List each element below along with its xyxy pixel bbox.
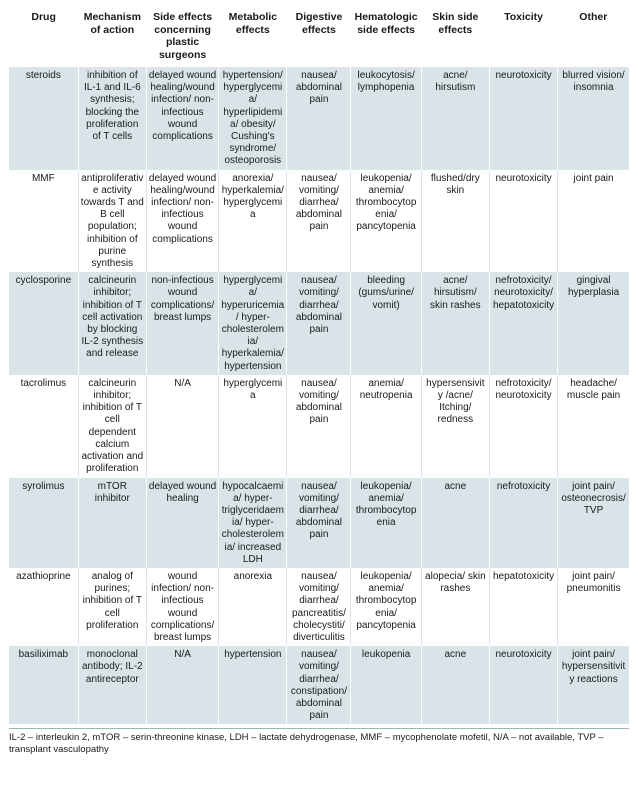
cell-digestive: nausea/ vomiting/ diarrhea/ constipation/ abdominal pain (287, 646, 351, 724)
cell-digestive: nausea/ vomiting/ abdominal pain (287, 375, 351, 478)
cell-metabolic: hyperglycemia/ hyperuricemia/ hyper-cholesterolemia/ hyperkalemia/ hypertension (219, 272, 287, 375)
table-row (9, 478, 629, 568)
cell-other: headache/ muscle pain (558, 375, 629, 478)
cell-toxicity: neurotoxicity (489, 170, 557, 273)
cell-skin: flushed/dry skin (421, 170, 489, 273)
header-side-effects: Side effects concerning plastic surgeons (153, 11, 213, 61)
cell-toxicity: neurotoxicity (489, 67, 557, 170)
cell-drug: basiliximab (9, 646, 78, 724)
cell-toxicity: nefrotoxicity (489, 478, 557, 568)
cell-mechanism: antiproliferative activity towards T and B cell population; inhibition of purine synthesis (78, 170, 146, 273)
cell-hematologic: leukopenia/ anemia/ thrombocytopenia/ pancytopenia (351, 568, 421, 646)
cell-side-effects: non-infectious wound complications/breast lumps (146, 272, 218, 375)
cell-metabolic: anorexia/ hyperkalemia/ hyperglycemia (219, 170, 287, 273)
cell-metabolic: hypertension (219, 646, 287, 724)
cell-drug: cyclosporine (9, 272, 78, 375)
cell-metabolic: hypertension/ hyperglycemia/ hyperlipidemia/ obesity/ Cushing's syndrome/ osteoporosis (219, 67, 287, 170)
cell-mechanism: calcineurin inhibitor; inhibition of T cell dependent calcium activation and proliferation (78, 375, 146, 478)
cell-other: joint pain/ hypersensitivity reactions (558, 646, 629, 724)
cell-other: joint pain (558, 170, 629, 273)
header-row (9, 8, 629, 67)
cell-hematologic: leukopenia/ anemia/ thrombocytopenia/ pancytopenia (351, 170, 421, 273)
cell-other: joint pain/ osteonecrosis/ TVP (558, 478, 629, 568)
table-page (9, 8, 629, 755)
cell-drug: tacrolimus (9, 375, 78, 478)
header-metabolic: Metabolic effects (228, 11, 278, 36)
cell-other: gingival hyperplasia (558, 272, 629, 375)
table-row (9, 646, 629, 724)
cell-skin: acne (421, 478, 489, 568)
cell-side-effects: wound infection/ non-infectious wound complications/ breast lumps (146, 568, 218, 646)
cell-side-effects: delayed wound healing/wound infection/ non-infectious wound complications (146, 67, 218, 170)
cell-skin: acne/ hirsutism/ skin rashes (421, 272, 489, 375)
cell-digestive: nausea/ vomiting/ diarrhea/ pancreatitis/ cholecystiti/ diverticulitis (287, 568, 351, 646)
cell-mechanism: inhibition of IL-1 and IL-6 synthesis; blocking the proliferation of T cells (78, 67, 146, 170)
cell-digestive: nausea/ vomiting/ diarrhea/ abdominal pain (287, 272, 351, 375)
cell-hematologic: leukopenia/ anemia/ thrombocytopenia (351, 478, 421, 568)
cell-toxicity: nefrotoxicity/ neurotoxicity (489, 375, 557, 478)
cell-skin: acne (421, 646, 489, 724)
cell-skin: acne/ hirsutism (421, 67, 489, 170)
cell-drug: azathioprine (9, 568, 78, 646)
cell-skin: alopecia/ skin rashes (421, 568, 489, 646)
cell-drug: steroids (9, 67, 78, 170)
cell-hematologic: leukocytosis/ lymphopenia (351, 67, 421, 170)
header-hematologic: Hematologic side effects (354, 11, 418, 36)
cell-hematologic: bleeding (gums/urine/ vomit) (351, 272, 421, 375)
cell-mechanism: monoclonal antibody; IL-2 antireceptor (78, 646, 146, 724)
cell-toxicity: nefrotoxicity/ neurotoxicity/ hepatotoxicity (489, 272, 557, 375)
cell-side-effects: N/A (146, 646, 218, 724)
header-toxicity: Toxicity (504, 11, 543, 23)
cell-hematologic: leukopenia (351, 646, 421, 724)
cell-skin: hypersensivity /acne/ Itching/ redness (421, 375, 489, 478)
cell-mechanism: mTOR inhibitor (78, 478, 146, 568)
cell-metabolic: hypocalcaemia/ hyper-triglyceridaemia/ hyper-cholesterolemia/ increased LDH (219, 478, 287, 568)
cell-mechanism: calcineurin inhibitor; inhibition of T cell activation by blocking IL-2 synthesis and release (78, 272, 146, 375)
table-row (9, 568, 629, 646)
header-digestive: Digestive effects (295, 11, 343, 36)
cell-digestive: nausea/ vomiting/ diarrhea/ abdominal pain (287, 478, 351, 568)
table-footnote: IL-2 – interleukin 2, mTOR – serin-threonine kinase, LDH – lactate dehydrogenase, MMF – mycophenolate mofetil, N/A – not available, TVP – transplant vasculopathy (9, 728, 629, 755)
cell-hematologic: anemia/ neutropenia (351, 375, 421, 478)
table-row (9, 170, 629, 273)
cell-digestive: nausea/ abdominal pain (287, 67, 351, 170)
header-skin: Skin side effects (432, 11, 479, 36)
cell-other: blurred vision/ insomnia (558, 67, 629, 170)
table-row (9, 67, 629, 170)
cell-side-effects: delayed wound healing/wound infection/ non-infectious wound complications (146, 170, 218, 273)
cell-side-effects: N/A (146, 375, 218, 478)
cell-drug: syrolimus (9, 478, 78, 568)
cell-mechanism: analog of purines; inhibition of T cell proliferation (78, 568, 146, 646)
cell-digestive: nausea/ vomiting/ diarrhea/ abdominal pain (287, 170, 351, 273)
cell-metabolic: anorexia (219, 568, 287, 646)
table-row (9, 272, 629, 375)
header-other: Other (579, 11, 608, 23)
cell-toxicity: neurotoxicity (489, 646, 557, 724)
drug-side-effects-table (9, 8, 629, 724)
cell-other: joint pain/ pneumonitis (558, 568, 629, 646)
cell-metabolic: hyperglycemia (219, 375, 287, 478)
header-drug: Drug (31, 11, 56, 23)
cell-toxicity: hepatotoxicity (489, 568, 557, 646)
cell-side-effects: delayed wound healing (146, 478, 218, 568)
cell-drug: MMF (9, 170, 78, 273)
header-mechanism: Mechanism of action (83, 11, 141, 36)
table-row (9, 375, 629, 478)
